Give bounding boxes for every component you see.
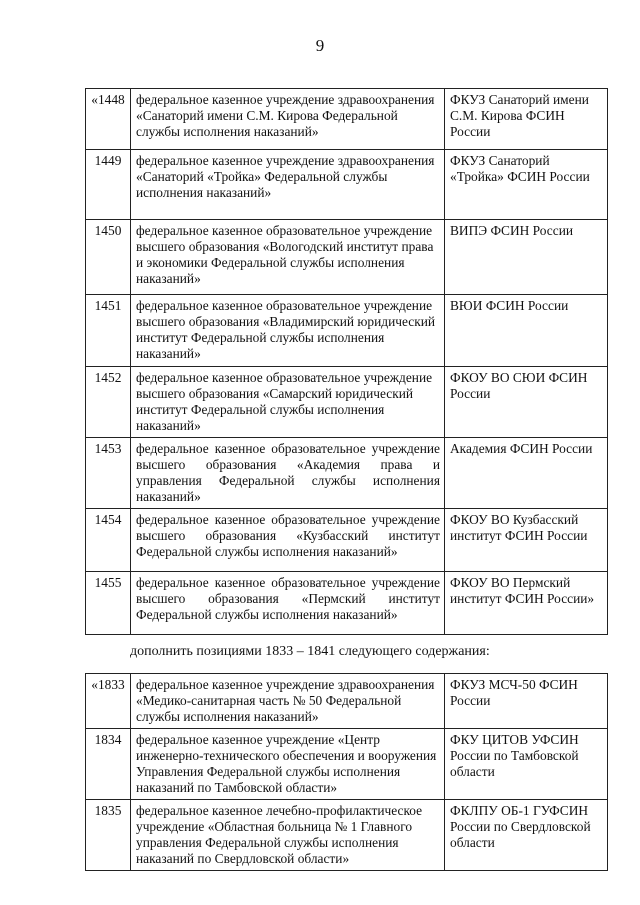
institutions-table-1 [85,88,608,635]
table-row [86,367,608,438]
row-number: 1451 [86,295,131,367]
institution-name: федеральное казенное образовательное учреждение высшего образования «Владимирский юридический институт Федеральной службы исполнения наказаний» [131,295,445,367]
institution-abbreviation: ФКУ ЦИТОВ УФСИН России по Тамбовской области [445,729,608,800]
table-row [86,572,608,635]
row-number: 1455 [86,572,131,635]
table-row [86,674,608,729]
table-row [86,509,608,572]
table-row [86,150,608,220]
institution-abbreviation: ВИПЭ ФСИН России [445,220,608,295]
institution-name: федеральное казенное учреждение «Центр инженерно-технического обеспечения и вооружения Управления Федеральной службы исполнения наказаний по Тамбовской области» [131,729,445,800]
table-row [86,89,608,150]
row-number: «1448 [86,89,131,150]
institution-name: федеральное казенное образовательное учреждение высшего образования «Пермский институт Федеральной службы исполнения наказаний» [131,572,445,635]
row-number: «1833 [86,674,131,729]
row-number: 1454 [86,509,131,572]
table-row [86,295,608,367]
intro-text: дополнить позициями 1833 – 1841 следующего содержания: [130,644,490,659]
institution-name: федеральное казенное учреждение здравоохранения «Санаторий имени С.М. Кирова Федеральной службы исполнения наказаний» [131,89,445,150]
row-number: 1453 [86,438,131,509]
institution-name: федеральное казенное образовательное учреждение высшего образования «Кузбасский институт Федеральной службы исполнения наказаний» [131,509,445,572]
institution-abbreviation: ФКОУ ВО СЮИ ФСИН России [445,367,608,438]
page-number: 9 [315,36,325,55]
institution-abbreviation: ФКУЗ Санаторий имени С.М. Кирова ФСИН России [445,89,608,150]
row-number: 1450 [86,220,131,295]
institution-abbreviation: ФКОУ ВО Пермский институт ФСИН России» [445,572,608,635]
institution-name: федеральное казенное образовательное учреждение высшего образования «Академия права и управления Федеральной службы исполнения наказаний» [131,438,445,509]
institutions-table-2 [85,673,608,871]
table-row [86,438,608,509]
institution-abbreviation: ФКОУ ВО Кузбасский институт ФСИН России [445,509,608,572]
institution-abbreviation: ВЮИ ФСИН России [445,295,608,367]
table-row [86,800,608,871]
institution-abbreviation: ФКУЗ МСЧ-50 ФСИН России [445,674,608,729]
table-row [86,729,608,800]
institution-abbreviation: ФКЛПУ ОБ-1 ГУФСИН России по Свердловской области [445,800,608,871]
row-number: 1449 [86,150,131,220]
institution-name: федеральное казенное образовательное учреждение высшего образования «Самарский юридический институт Федеральной службы исполнения наказаний» [131,367,445,438]
institution-abbreviation: Академия ФСИН России [445,438,608,509]
institution-abbreviation: ФКУЗ Санаторий «Тройка» ФСИН России [445,150,608,220]
institution-name: федеральное казенное лечебно-профилактическое учреждение «Областная больница № 1 Главного управления Федеральной службы исполнения наказаний по Свердловской области» [131,800,445,871]
row-number: 1834 [86,729,131,800]
institution-name: федеральное казенное учреждение здравоохранения «Медико-санитарная часть № 50 Федеральной службы исполнения наказаний» [131,674,445,729]
table-row [86,220,608,295]
institution-name: федеральное казенное учреждение здравоохранения «Санаторий «Тройка» Федеральной службы исполнения наказаний» [131,150,445,220]
row-number: 1835 [86,800,131,871]
institution-name: федеральное казенное образовательное учреждение высшего образования «Вологодский институт права и экономики Федеральной службы исполнения наказаний» [131,220,445,295]
row-number: 1452 [86,367,131,438]
